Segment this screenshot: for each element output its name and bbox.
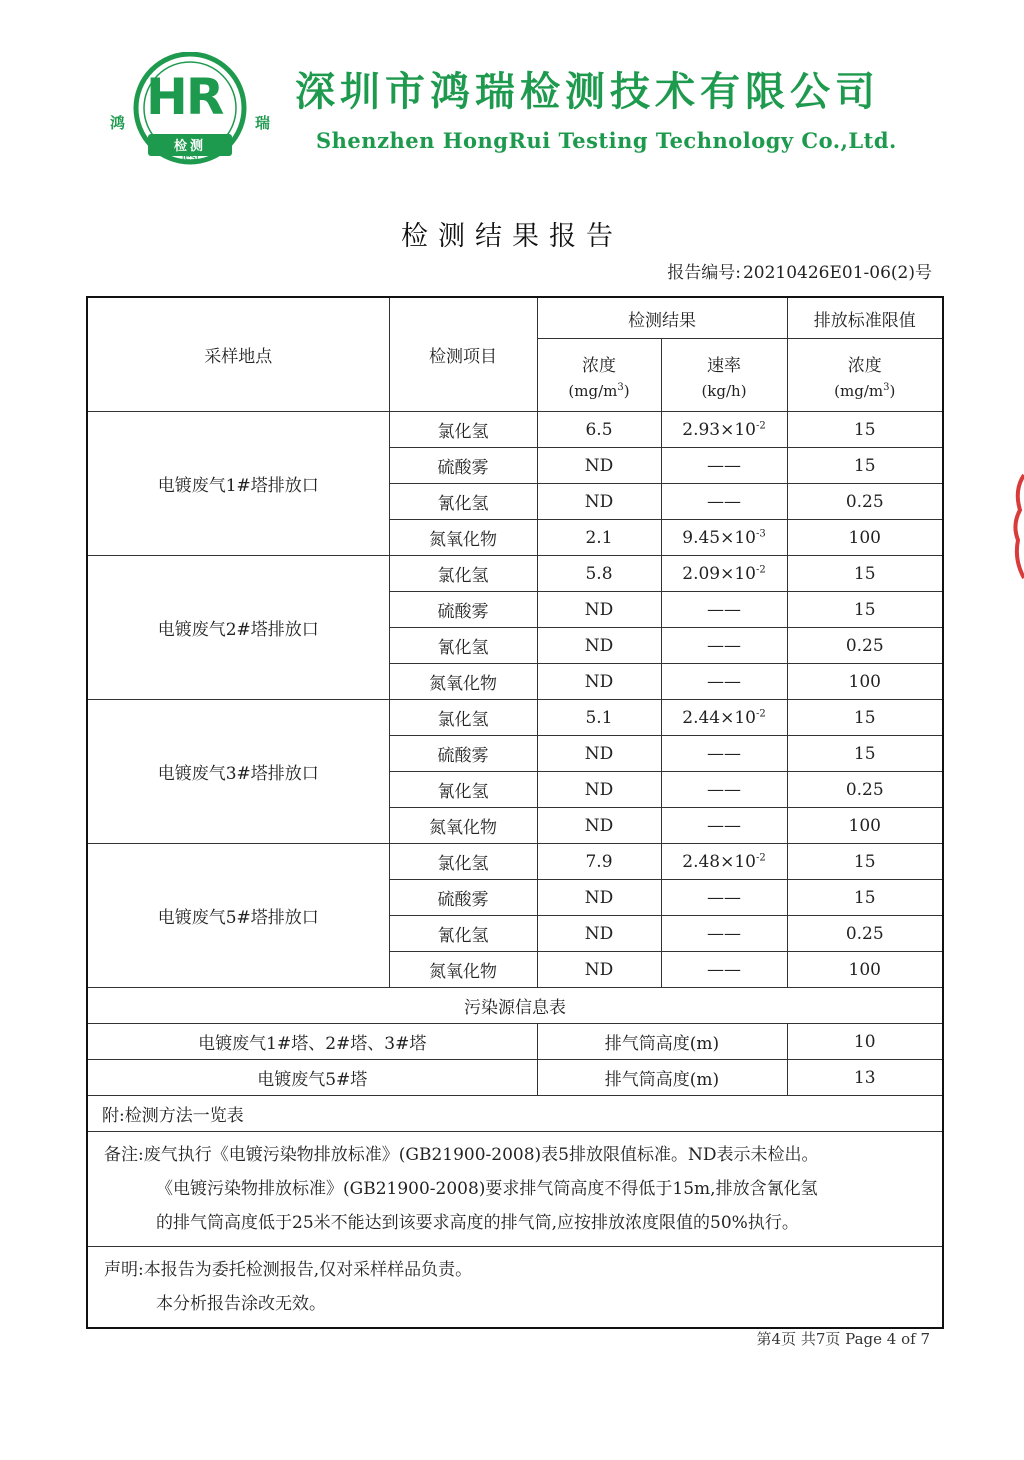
table-row [87,700,943,736]
remark-cell [87,1132,943,1247]
test-item: 氰化氢 [389,772,537,808]
logo-right-char: 瑞 [254,114,270,132]
limit-value: 15 [787,880,943,916]
emission-rate [661,772,787,808]
emission-rate [661,664,787,700]
source-name: 电镀废气1#塔、2#塔、3#塔 [87,1024,537,1060]
company-logo [110,52,270,176]
concentration: ND [537,772,661,808]
std-unit-text: (mg/m [834,381,884,400]
rate-value: —— [707,959,741,980]
concentration: ND [537,448,661,484]
conc-unit-sup: 3 [617,381,624,393]
remark-line-3: 的排气筒高度低于25米不能达到该要求高度的排气筒,应按排放浓度限值的50%执行。 [156,1213,799,1233]
rate-value: —— [707,779,741,800]
sampling-location: 电镀废气2#塔排放口 [87,556,389,700]
limit-value: 100 [787,808,943,844]
emission-rate [661,412,787,448]
emission-rate [661,808,787,844]
sampling-location: 电镀废气3#塔排放口 [87,700,389,844]
emission-rate [661,916,787,952]
rate-exponent: -3 [755,527,766,539]
emission-rate [661,952,787,988]
concentration: 6.5 [537,412,661,448]
header-rate-label: 速率 [707,355,741,376]
remark-line-2: 《电镀污染物排放标准》(GB21900-2008)要求排气筒高度不得低于15m,排放含氰化氢 [156,1179,818,1199]
emission-rate [661,592,787,628]
limit-value: 0.25 [787,484,943,520]
rate-value: —— [707,455,741,476]
table-row [87,556,943,592]
concentration: 2.1 [537,520,661,556]
concentration: 5.1 [537,700,661,736]
header-standard: 排放标准限值 [787,297,943,339]
emission-rate [661,844,787,880]
rate-value: 2.48×10 [682,851,756,872]
company-name-en: Shenzhen HongRui Testing Technology Co.,Ltd. [316,128,897,153]
test-item: 氮氧化物 [389,952,537,988]
emission-rate [661,736,787,772]
emission-rate [661,700,787,736]
rate-value: 2.93×10 [682,419,756,440]
remark-label: 备注: [104,1145,144,1165]
concentration: 7.9 [537,844,661,880]
source-title-row [87,988,943,1024]
concentration: ND [537,916,661,952]
company-name-cn: 深圳市鸿瑞检测技术有限公司 [295,69,880,115]
appendix-row [87,1096,943,1132]
rate-value: —— [707,671,741,692]
test-item: 硫酸雾 [389,592,537,628]
concentration: ND [537,484,661,520]
source-name: 电镀废气5#塔 [87,1060,537,1096]
concentration: 5.8 [537,556,661,592]
header-conc [537,339,661,412]
rate-value: 2.09×10 [682,563,756,584]
header-rate-unit: (kg/h) [701,381,747,400]
limit-value: 100 [787,520,943,556]
logo-sub: 检测 [173,139,206,154]
table-row [87,844,943,880]
limit-value: 100 [787,664,943,700]
rate-value: 9.45×10 [682,527,756,548]
rate-value: —— [707,743,741,764]
test-item: 氮氧化物 [389,664,537,700]
remark-line-1: 废气执行《电镀污染物排放标准》(GB21900-2008)表5排放限值标准。ND表示未检出。 [143,1145,819,1165]
report-number [667,258,932,283]
statement-cell [87,1247,943,1329]
limit-value: 15 [787,736,943,772]
limit-value: 0.25 [787,772,943,808]
rate-exponent: -2 [755,419,766,431]
concentration: ND [537,952,661,988]
emission-rate [661,556,787,592]
results-table-body [87,297,943,988]
source-value: 10 [787,1024,943,1060]
concentration: ND [537,664,661,700]
test-item: 氯化氢 [389,700,537,736]
test-item: 氯化氢 [389,556,537,592]
source-title: 污染源信息表 [87,988,943,1024]
report-number-label: 报告编号: [667,263,741,283]
limit-value: 15 [787,700,943,736]
statement-line-2: 本分析报告涂改无效。 [156,1294,326,1314]
emission-rate [661,484,787,520]
header-conc-unit [538,382,661,400]
concentration: ND [537,628,661,664]
rate-value: —— [707,923,741,944]
sampling-location: 电镀废气1#塔排放口 [87,412,389,556]
header-rate [661,339,787,412]
rate-value: —— [707,815,741,836]
results-table-tail [87,988,943,1329]
limit-value: 15 [787,556,943,592]
rate-value: 2.44×10 [682,707,756,728]
header-std-unit [788,382,943,400]
header-conc-label: 浓度 [582,355,616,376]
logo-text: HR [146,68,223,126]
header-row-1 [87,297,943,339]
limit-value: 15 [787,592,943,628]
test-item: 硫酸雾 [389,880,537,916]
statement-line-1: 本报告为委托检测报告,仅对采样样品负责。 [143,1260,473,1280]
limit-value: 100 [787,952,943,988]
statement-row [87,1247,943,1329]
concentration: ND [537,736,661,772]
sampling-location: 电镀废气5#塔排放口 [87,844,389,988]
source-value: 13 [787,1060,943,1096]
test-item: 氮氧化物 [389,520,537,556]
limit-value: 15 [787,448,943,484]
test-item: 氯化氢 [389,412,537,448]
emission-rate [661,520,787,556]
test-item: 硫酸雾 [389,736,537,772]
concentration: ND [537,808,661,844]
conc-unit-text: (mg/m [568,381,618,400]
header-std-conc [787,339,943,412]
appendix-text: 附:检测方法一览表 [87,1096,943,1132]
rate-value: —— [707,491,741,512]
header-item: 检测项目 [389,297,537,412]
rate-exponent: -2 [755,707,766,719]
limit-value: 15 [787,844,943,880]
std-unit-tail: ) [889,381,896,400]
remark-row [87,1132,943,1247]
test-item: 氰化氢 [389,484,537,520]
rate-value: —— [707,887,741,908]
concentration: ND [537,592,661,628]
rate-exponent: -2 [755,563,766,575]
concentration: ND [537,880,661,916]
rate-value: —— [707,599,741,620]
source-row [87,1060,943,1096]
emission-rate [661,880,787,916]
report-title: 检测结果报告 [401,221,623,252]
test-item: 氮氧化物 [389,808,537,844]
source-param: 排气筒高度(m) [537,1024,787,1060]
limit-value: 0.25 [787,916,943,952]
emission-rate [661,448,787,484]
red-stamp-edge [1012,470,1024,580]
rate-exponent: -2 [755,851,766,863]
statement-label: 声明: [104,1260,144,1280]
source-param: 排气筒高度(m) [537,1060,787,1096]
emission-rate [661,628,787,664]
table-row [87,412,943,448]
limit-value: 15 [787,412,943,448]
header-std-conc-label: 浓度 [847,355,882,376]
test-item: 氯化氢 [389,844,537,880]
rate-value: —— [707,635,741,656]
std-unit-sup: 3 [883,381,890,393]
test-item: 氰化氢 [389,916,537,952]
test-item: 氰化氢 [389,628,537,664]
logo-test: Test [180,152,200,163]
page-footer: 第4页 共7页 Page 4 of 7 [756,1330,930,1348]
header-result: 检测结果 [537,297,787,339]
test-item: 硫酸雾 [389,448,537,484]
conc-unit-tail: ) [623,381,630,400]
limit-value: 0.25 [787,628,943,664]
header-location: 采样地点 [87,297,389,412]
results-table [86,296,944,1329]
source-row [87,1024,943,1060]
report-number-value: 20210426E01-06(2)号 [742,263,932,283]
logo-left-char: 鸿 [110,114,126,132]
